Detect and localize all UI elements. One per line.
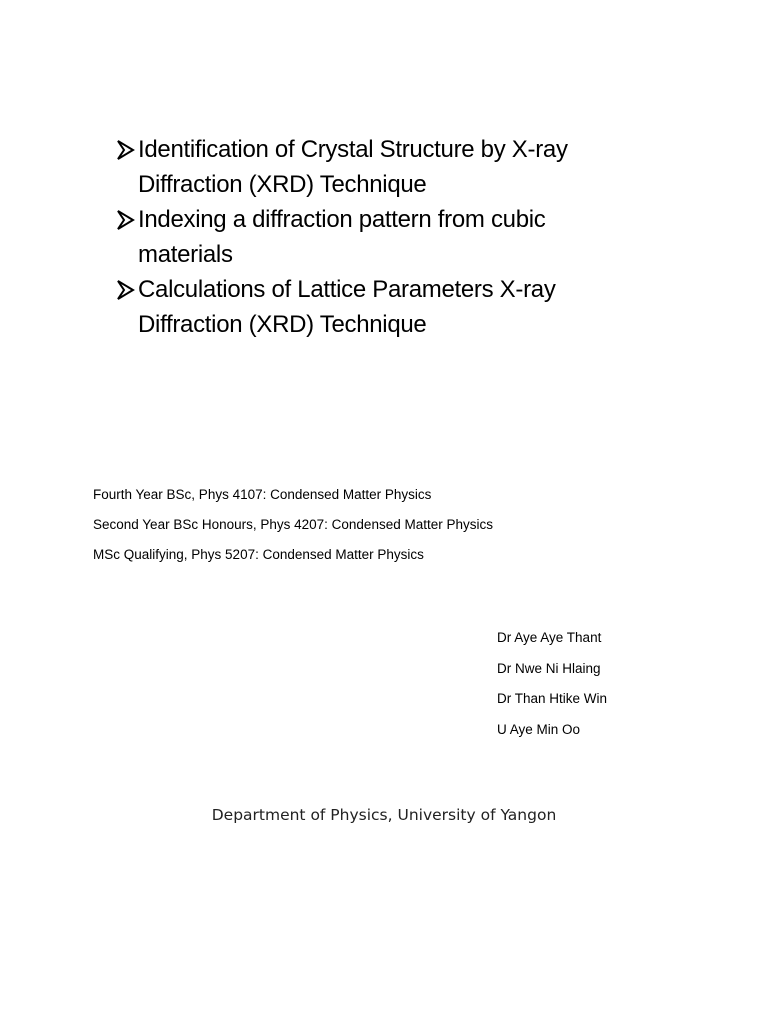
arrow-bullet-icon bbox=[116, 209, 136, 231]
title-item bbox=[116, 132, 676, 202]
title-item bbox=[116, 202, 676, 272]
arrow-bullet-icon bbox=[116, 139, 136, 161]
title-item bbox=[116, 272, 676, 342]
title-line: Diffraction (XRD) Technique bbox=[138, 171, 427, 198]
title-line: Diffraction (XRD) Technique bbox=[138, 311, 427, 338]
author-name: Dr Than Htike Win bbox=[497, 691, 608, 706]
title-line: Identification of Crystal Structure by X-ray bbox=[138, 136, 568, 163]
course-list bbox=[93, 487, 653, 577]
department-affiliation: Department of Physics, University of Yangon bbox=[211, 806, 557, 824]
author-name: Dr Aye Aye Thant bbox=[497, 630, 602, 645]
author-list bbox=[497, 630, 747, 752]
course-line: MSc Qualifying, Phys 5207: Condensed Matter Physics bbox=[93, 547, 424, 562]
arrow-bullet-icon bbox=[116, 279, 136, 301]
author-name: U Aye Min Oo bbox=[497, 721, 581, 737]
title-line: materials bbox=[138, 241, 233, 268]
author-name: Dr Nwe Ni Hlaing bbox=[497, 660, 601, 676]
course-line: Fourth Year BSc, Phys 4107: Condensed Matter Physics bbox=[93, 487, 432, 502]
course-line: Second Year BSc Honours, Phys 4207: Condensed Matter Physics bbox=[93, 517, 493, 532]
title-line: Indexing a diffraction pattern from cubic bbox=[138, 206, 546, 233]
title-line: Calculations of Lattice Parameters X-ray bbox=[138, 276, 556, 303]
title-list bbox=[116, 132, 676, 342]
